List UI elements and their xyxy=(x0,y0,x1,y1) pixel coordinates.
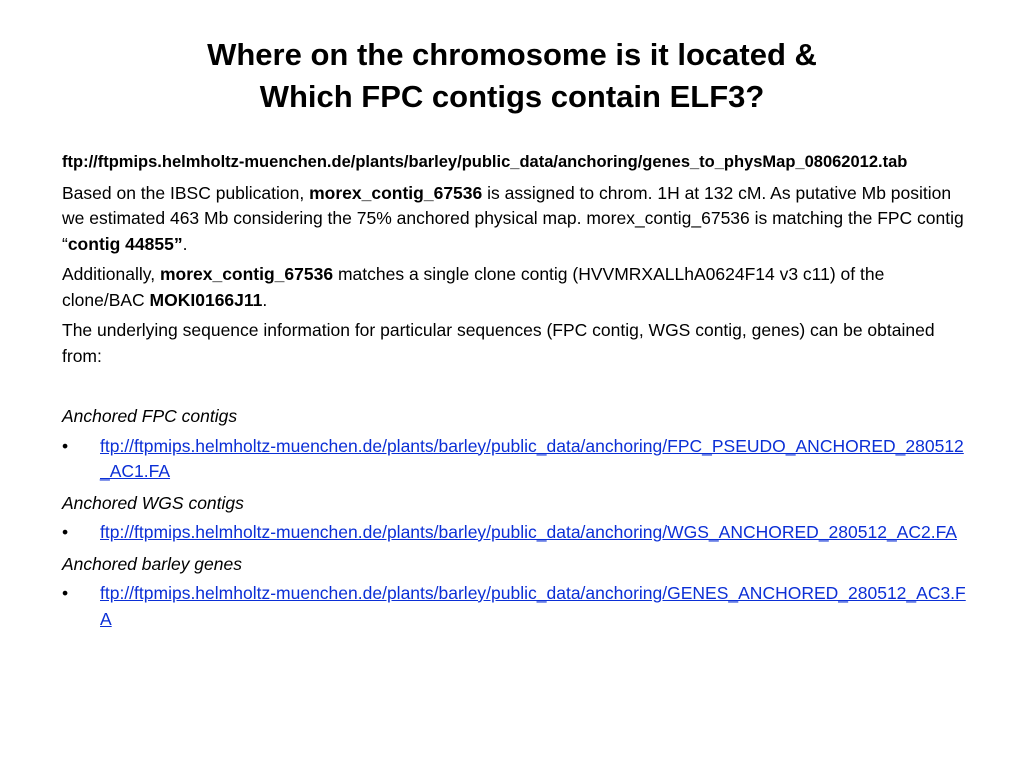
para2-text-2: matches a single clone contig (HVVMRXALLhA0624F14 v3 c11) of the clone/BAC xyxy=(62,264,885,310)
para1-contig-name: morex_contig_67536 xyxy=(309,182,483,203)
slide-title xyxy=(60,34,964,118)
para2-text-3: . xyxy=(262,289,268,310)
para2-bac-name: MOKI0166J11 xyxy=(149,289,263,310)
para1-text-3: . xyxy=(182,233,188,254)
bullet-icon: • xyxy=(62,522,69,542)
paragraph-sequence-info: The underlying sequence information for particular sequences (FPC contig, WGS contig, genes) can be obtained from: xyxy=(62,320,935,366)
spacer xyxy=(62,374,967,404)
para1-text-1: Based on the IBSC publication, xyxy=(62,182,310,203)
paragraph-chromosome-position xyxy=(62,181,967,258)
para1-fpc-contig: contig 44855” xyxy=(67,233,183,254)
bullet-item-fpc xyxy=(62,434,967,485)
para2-text-1: Additionally, xyxy=(62,264,160,284)
section-label-fpc: Anchored FPC contigs xyxy=(62,406,238,426)
para2-contig-name: morex_contig_67536 xyxy=(159,264,334,284)
title-line-2: Which FPC contigs contain ELF3? xyxy=(259,79,765,114)
section-fpc-contigs xyxy=(62,404,967,485)
section-barley-genes xyxy=(62,552,967,633)
section-label-genes: Anchored barley genes xyxy=(62,553,242,574)
source-file-path: ftp://ftpmips.helmholtz-muenchen.de/plants/barley/public_data/anchoring/genes_to_physMap_08062012.tab xyxy=(62,153,908,171)
link-barley-genes[interactable]: ftp://ftpmips.helmholtz-muenchen.de/plants/barley/public_data/anchoring/GENES_ANCHORED_280512_AC3.FA xyxy=(100,583,966,629)
slide-body xyxy=(62,150,967,638)
para1-text-2: is assigned to chrom. 1H at 132 cM. As putative Mb position we estimated 463 Mb considering the 75% anchored physical map. morex_contig_67536 is matching the FPC contig “ xyxy=(62,182,964,254)
paragraph-clone-contig xyxy=(62,262,967,313)
bullet-item-genes xyxy=(62,581,967,632)
section-label-wgs: Anchored WGS contigs xyxy=(62,492,244,513)
link-fpc-contigs[interactable]: ftp://ftpmips.helmholtz-muenchen.de/plants/barley/public_data/anchoring/FPC_PSEUDO_ANCHORED_280512_AC1.FA xyxy=(100,435,964,481)
section-wgs-contigs xyxy=(62,491,967,546)
bullet-icon: • xyxy=(62,435,69,456)
title-line-1: Where on the chromosome is it located & xyxy=(207,37,817,72)
bullet-item-wgs xyxy=(62,520,967,546)
link-wgs-contigs[interactable]: ftp://ftpmips.helmholtz-muenchen.de/plants/barley/public_data/anchoring/WGS_ANCHORED_280512_AC2.FA xyxy=(100,522,957,542)
bullet-icon: • xyxy=(62,583,69,603)
